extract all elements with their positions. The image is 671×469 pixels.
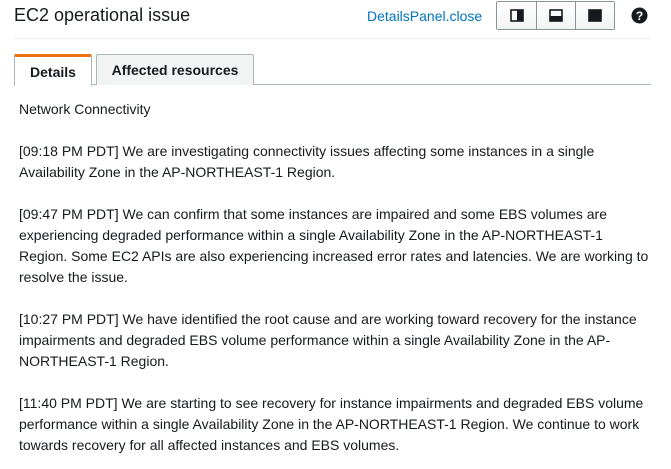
close-link[interactable]: DetailsPanel.close (367, 8, 483, 24)
issue-category: Network Connectivity (19, 101, 151, 117)
layout-button-group (496, 1, 615, 30)
status-update: [09:47 PM PDT] We can confirm that some instances are impaired and some EBS volumes are experiencing degraded performance within a single Availability Zone in the AP-NORTHEAST-1 Region. Some EC2 APIs are also experiencing increased error rates and latencies. We are working to resolve the issue. (19, 206, 649, 285)
split-side-icon (510, 9, 524, 22)
status-update: [11:40 PM PDT] We are starting to see recovery for instance impairments and degraded EBS volume performance within a single Availability Zone in the AP-NORTHEAST-1 Region. We continue to work towards recovery for all affected instances and EBS volumes. (19, 395, 644, 453)
help-icon[interactable] (631, 7, 648, 24)
tab-affected-resources[interactable]: Affected resources (96, 54, 254, 85)
panel-title: EC2 operational issue (14, 5, 191, 25)
panel-header (0, 0, 671, 38)
status-update: [10:27 PM PDT] We have identified the root cause and are working toward recovery for the instance impairments and degraded EBS volume performance within a single Availability Zone in the AP-NORTHEAST-1 Region. (19, 311, 637, 369)
tab-details[interactable]: Details (14, 54, 92, 86)
svg-text:?: ? (635, 9, 644, 23)
split-bottom-button[interactable] (536, 2, 575, 29)
header-divider (14, 38, 651, 39)
full-screen-icon (588, 9, 602, 22)
full-screen-button[interactable] (575, 2, 614, 29)
split-side-button[interactable] (497, 2, 536, 29)
split-bottom-icon (549, 9, 563, 22)
tab-bar (14, 54, 651, 85)
details-content (19, 99, 649, 469)
status-update: [09:18 PM PDT] We are investigating connectivity issues affecting some instances in a single Availability Zone in the AP-NORTHEAST-1 Region. (19, 143, 595, 180)
